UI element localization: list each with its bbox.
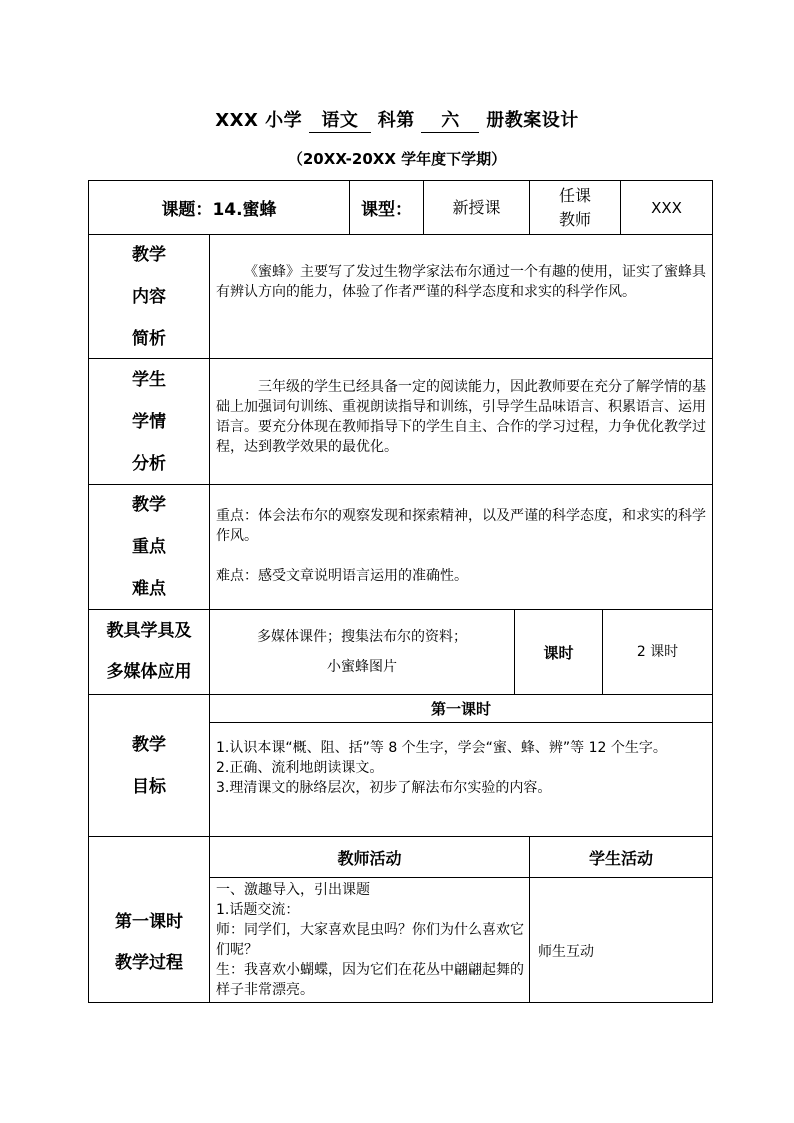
teacher-label-line1: 任课 xyxy=(558,186,591,205)
teacher-activity-line: 师：同学们，大家喜欢昆虫吗？你们为什么喜欢它们呢？ xyxy=(216,922,524,958)
analysis-label-3: 分析 xyxy=(132,453,166,474)
teacher-label xyxy=(529,180,621,235)
topic-field xyxy=(88,180,350,235)
key-points-wrap xyxy=(216,506,708,586)
student-activity-header: 学生活动 xyxy=(588,848,653,868)
title-mid: 科第 xyxy=(377,110,415,131)
media-label-line1: 教具学具及 xyxy=(106,621,192,641)
type-label: 课型： xyxy=(361,200,412,220)
teacher-activity-text xyxy=(216,880,524,1000)
media-line2: 小蜜蜂图片 xyxy=(327,659,397,675)
teacher-activity-line: 生：我喜欢小蝴蝶，因为它们在花丛中翩翩起舞的样子非常漂亮。 xyxy=(216,962,524,998)
objectives-section-title: 第一课时 xyxy=(430,699,491,718)
key-label-1: 教学 xyxy=(132,495,166,515)
teacher-name: XXX xyxy=(651,198,682,217)
topic-value: 14.蜜蜂 xyxy=(212,200,277,220)
process-label-line1: 第一课时 xyxy=(115,912,183,932)
key-point-text: 重点：体会法布尔的观察发现和探索精神，以及严谨的科学态度，和求实的科学作风。 xyxy=(216,508,706,544)
topic-label: 课题： xyxy=(161,200,213,220)
student-activity-text: 师生互动 xyxy=(538,944,594,960)
hours-value: 2 课时 xyxy=(636,644,679,660)
process-label-line2: 教学过程 xyxy=(115,953,183,973)
content-label-3: 简析 xyxy=(132,328,166,349)
content-label-2: 内容 xyxy=(132,286,166,307)
student-analysis-text: 三年级的学生已经具备一定的阅读能力，因此教师要在充分了解学情的基础上加强词句训练、重视朗读指导和训练，引导学生品味语言、积累语言、运用语言。要充分体现在教师指导下的学生自主、合作的学习过程，力争优化教学过程，达到教学效果的最优化。 xyxy=(216,379,706,455)
type-value: 新授课 xyxy=(452,197,501,217)
objectives-list xyxy=(216,738,708,798)
term-subtitle: （20XX-20XX 学年度下学期） xyxy=(287,150,507,168)
volume-blank: 六 xyxy=(421,110,479,133)
key-points-label xyxy=(88,484,210,610)
process-label xyxy=(88,836,210,1003)
objectives-label-2: 目标 xyxy=(132,776,166,797)
teacher-activity-line: 1.话题交流： xyxy=(216,902,300,918)
content-summary-wrap xyxy=(216,262,708,302)
analysis-label-1: 学生 xyxy=(132,369,166,390)
teacher-activity-line: 一、激趣导入，引出课题 xyxy=(216,882,370,898)
difficult-point-text: 难点：感受文章说明语言运用的准确性。 xyxy=(216,568,468,584)
media-label-line2: 多媒体应用 xyxy=(106,662,192,682)
student-analysis-label xyxy=(88,358,210,485)
media-text xyxy=(209,609,515,695)
title-end: 册教案设计 xyxy=(486,110,579,131)
student-activity-cell xyxy=(529,877,713,1003)
teacher-label-line2: 教师 xyxy=(558,210,591,229)
key-label-3: 难点 xyxy=(132,579,166,599)
media-line1: 多媒体课件；搜集法布尔的资料； xyxy=(257,629,467,645)
school-name: XXX 小学 xyxy=(215,110,303,131)
objectives-label-1: 教学 xyxy=(132,734,166,755)
teacher-activity-header: 教师活动 xyxy=(337,848,402,868)
student-analysis-wrap xyxy=(216,377,708,457)
page-title xyxy=(0,106,794,133)
objective-item: 3.理清课文的脉络层次，初步了解法布尔实验的内容。 xyxy=(216,780,552,796)
media-label xyxy=(88,609,210,695)
analysis-label-2: 学情 xyxy=(132,411,166,432)
subject-blank: 语文 xyxy=(309,110,371,133)
objective-item: 1.认识本课“概、阻、括”等 8 个生字，学会“蜜、蜂、辨”等 12 个生字。 xyxy=(216,740,667,756)
content-summary-label xyxy=(88,234,210,359)
content-label-1: 教学 xyxy=(132,244,166,265)
objectives-label xyxy=(88,694,210,837)
hours-label: 课时 xyxy=(543,643,574,662)
key-label-2: 重点 xyxy=(132,537,166,557)
content-summary-text: 《蜜蜂》主要写了发过生物学家法布尔通过一个有趣的使用，证实了蜜蜂具有辨认方向的能力，体验了作者严谨的科学态度和求实的科学作风。 xyxy=(216,264,706,300)
objective-item: 2.正确、流利地朗读课文。 xyxy=(216,760,384,776)
